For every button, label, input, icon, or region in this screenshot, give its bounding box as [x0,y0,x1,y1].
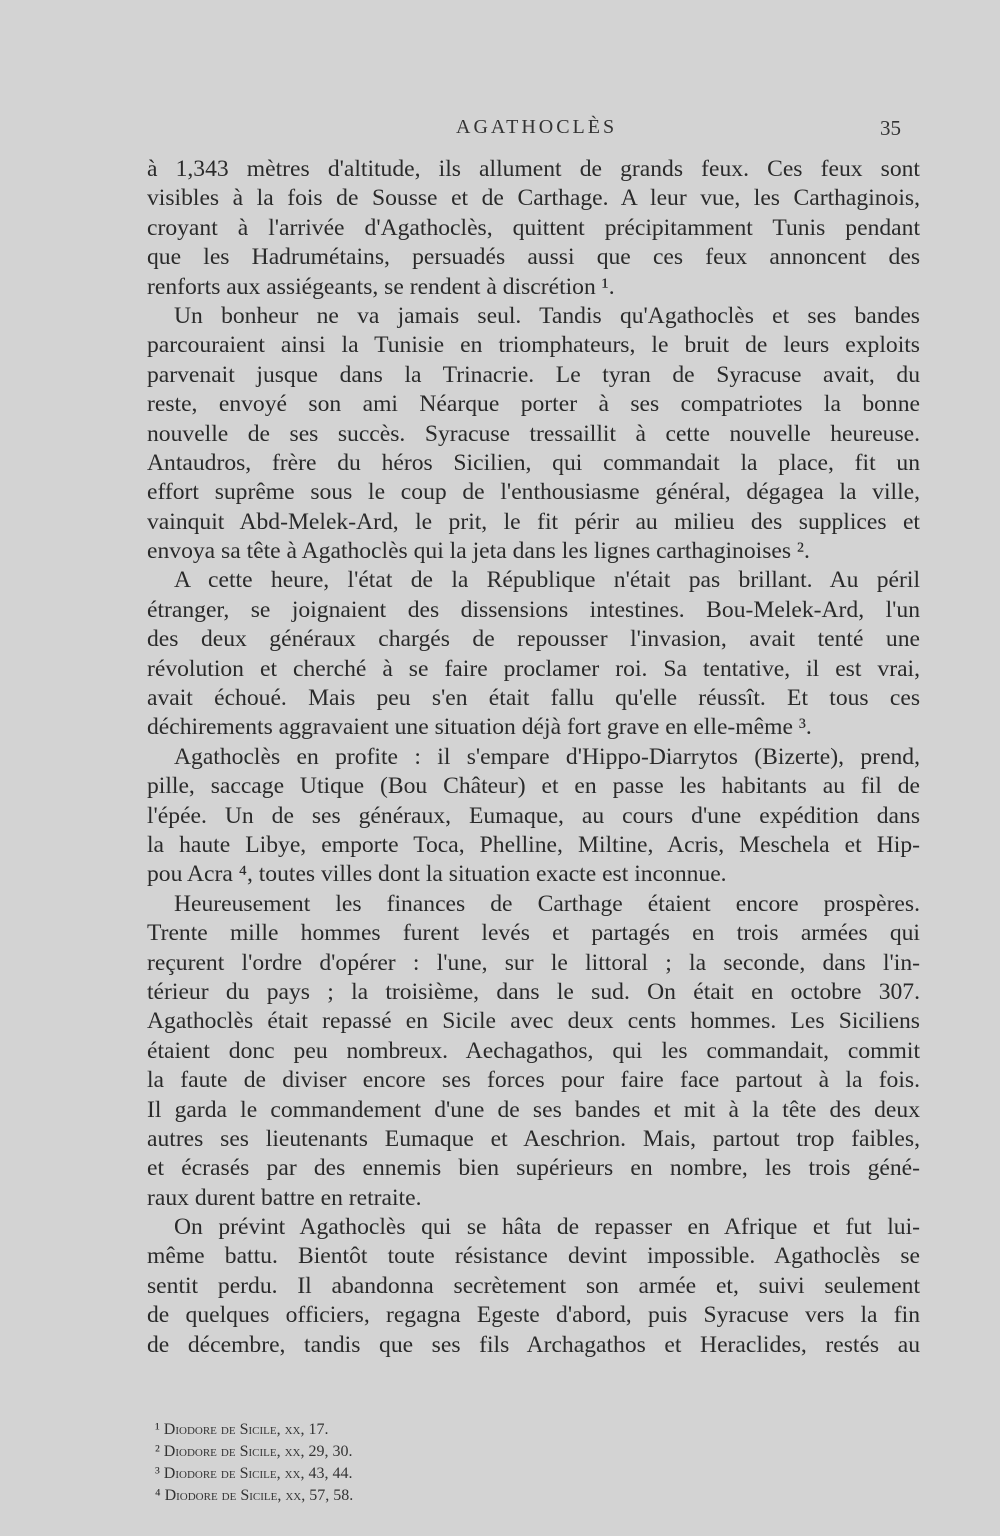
text-line: pille, saccage Utique (Bou Châteur) et en passe les habitants au fil de [147,773,920,800]
text-line: vainquit Abd-Melek-Ard, le prit, le fit périr au milieu des supplices et [147,508,920,535]
text-line: Trente mille hommes furent levés et partagés en trois armées qui [147,920,920,947]
text-line: sentit perdu. Il abandonna secrètement son armée et, suivi seulement [147,1272,920,1299]
text-line: renforts aux assiégeants, se rendent à discrétion ¹. [147,273,615,300]
text-line: autres ses lieutenants Eumaque et Aeschrion. Mais, partout trop faibles, [147,1125,920,1152]
text-line: reçurent l'ordre d'opérer : l'une, sur le littoral ; la seconde, dans l'in- [147,949,920,976]
text-line: On prévint Agathoclès qui se hâta de repasser en Afrique et fut lui- [174,1214,920,1241]
text-line: reste, envoyé son ami Néarque porter à ses compatriotes la bonne [147,391,920,418]
text-line: étranger, se joignaient des dissensions intestines. Bou-Melek-Ard, l'un [147,596,920,623]
footnote: ³ Diodore de Sicile, xx, 43, 44. [155,1465,353,1482]
text-line: étaient donc peu nombreux. Aechagathos, qui les commandait, commit [147,1037,920,1064]
text-line: des deux généraux chargés de repousser l'invasion, avait tenté une [147,626,920,653]
text-line: Un bonheur ne va jamais seul. Tandis qu'Agathoclès et ses bandes [174,302,920,329]
text-line: et écrasés par des ennemis bien supérieurs en nombre, les trois géné- [147,1155,920,1182]
text-line: même battu. Bientôt toute résistance devint impossible. Agathoclès se [147,1243,920,1270]
text-line: révolution et cherché à se faire proclamer roi. Sa tentative, il est vrai, [147,655,920,682]
text-line: pou Acra ⁴, toutes villes dont la situation exacte est inconnue. [147,861,727,888]
text-line: Il garda le commandement d'une de ses bandes et mit à la tête des deux [147,1096,920,1123]
text-line: de quelques officiers, regagna Egeste d'abord, puis Syracuse vers la fin [147,1302,920,1329]
text-line: Antaudros, frère du héros Sicilien, qui commandait la place, fit un [147,449,920,476]
text-line: envoya sa tête à Agathoclès qui la jeta dans les lignes carthaginoises ². [147,538,810,565]
running-head [0,116,1000,146]
text-line: Agathoclès en profite : il s'empare d'Hippo-Diarrytos (Bizerte), prend, [174,743,920,770]
footnote: ² Diodore de Sicile, xx, 29, 30. [155,1443,353,1460]
text-line: nouvelle de ses succès. Syracuse tressaillit à cette nouvelle heureuse. [147,420,920,447]
text-line: parvenait jusque dans la Trinacrie. Le tyran de Syracuse avait, du [147,361,920,388]
text-line: croyant à l'arrivée d'Agathoclès, quittent précipitamment Tunis pendant [147,214,920,241]
text-line: la haute Libye, emporte Toca, Phelline, Miltine, Acris, Meschela et Hip- [147,831,920,858]
text-line: A cette heure, l'état de la République n'était pas brillant. Au péril [174,567,920,594]
text-line: Heureusement les finances de Carthage étaient encore prospères. [174,890,920,917]
text-line: térieur du pays ; la troisième, dans le sud. On était en octobre 307. [147,978,920,1005]
text-line: l'épée. Un de ses généraux, Eumaque, au cours d'une expédition dans [147,802,920,829]
text-line: de décembre, tandis que ses fils Archagathos et Heraclides, restés au [147,1331,920,1358]
footnote: ¹ Diodore de Sicile, xx, 17. [155,1421,329,1438]
text-line: que les Hadrumétains, persuadés aussi que ces feux annoncent des [147,244,920,271]
footnote: ⁴ Diodore de Sicile, xx, 57, 58. [155,1487,354,1504]
page-number: 35 [880,116,901,140]
body-text [147,155,920,1360]
text-line: raux durent battre en retraite. [147,1184,422,1211]
text-line: effort suprême sous le coup de l'enthousiasme général, dégagea la ville, [147,479,920,506]
text-line: avait échoué. Mais peu s'en était fallu qu'elle réussît. Et tous ces [147,685,920,712]
text-line: à 1,343 mètres d'altitude, ils allument de grands feux. Ces feux sont [147,156,920,182]
text-line: déchirements aggravaient une situation déjà fort grave en elle-même ³. [147,714,812,741]
text-line: la faute de diviser encore ses forces pour faire face partout à la fois. [147,1067,920,1094]
text-line: parcouraient ainsi la Tunisie en triomphateurs, le bruit de leurs exploits [147,332,920,359]
running-title: AGATHOCLÈS [456,116,618,138]
text-line: visibles à la fois de Sousse et de Carthage. A leur vue, les Carthaginois, [147,185,920,212]
text-line: Agathoclès était repassé en Sicile avec deux cents hommes. Les Siciliens [147,1008,920,1035]
footnotes [155,1419,655,1507]
